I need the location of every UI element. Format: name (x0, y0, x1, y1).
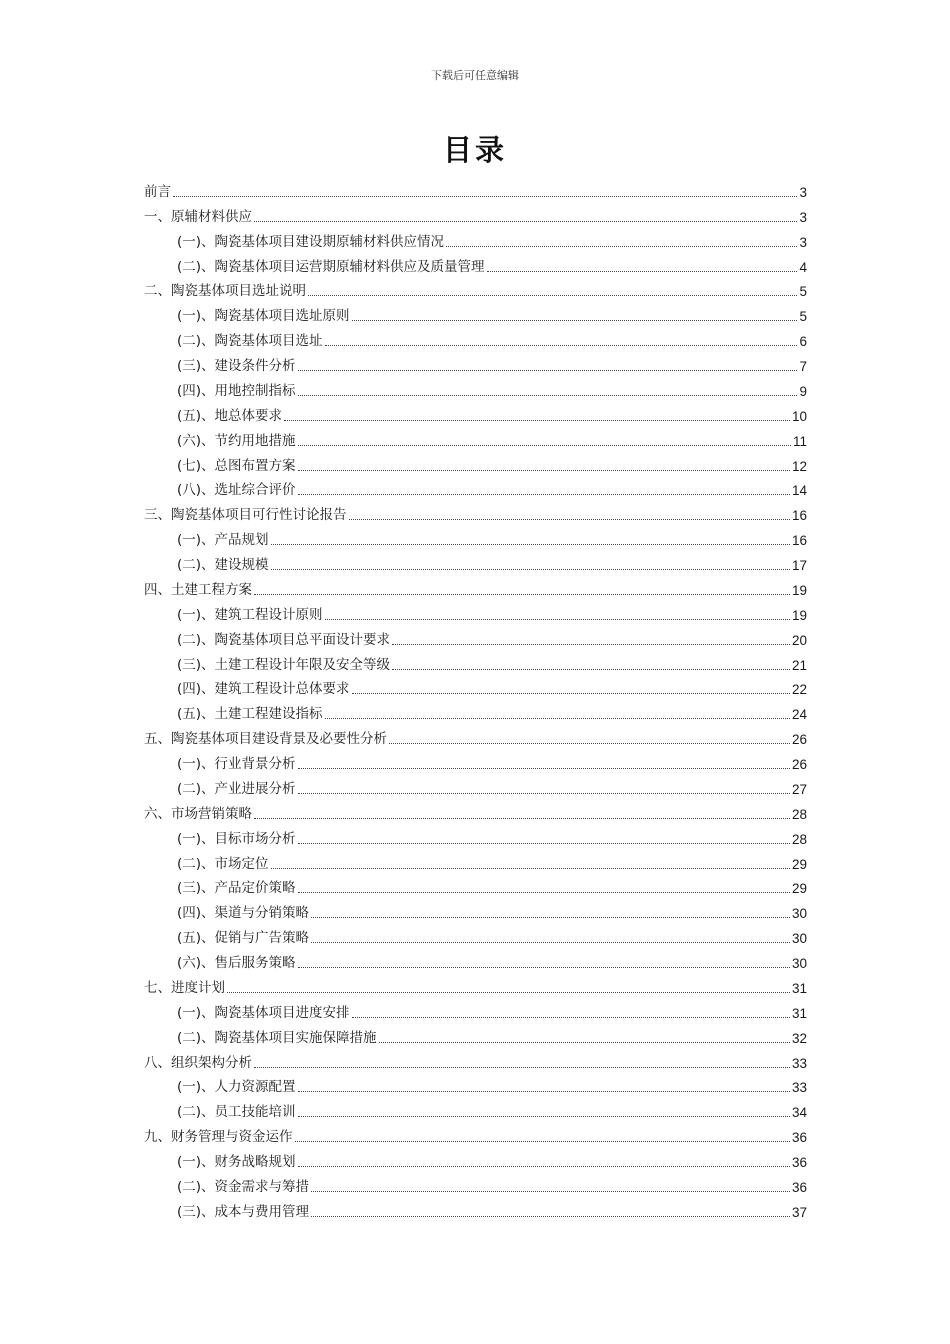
toc-entry-page: 36 (791, 1155, 807, 1170)
toc-entry-page: 36 (791, 1130, 807, 1146)
toc-entry-page: 11 (792, 433, 807, 449)
toc-entry-text: 六、市场营销策略 (144, 805, 252, 822)
toc-entry-page: 29 (791, 881, 807, 897)
dot-leader (298, 469, 790, 471)
dot-leader (298, 891, 790, 893)
toc-entry-text: (二)、陶瓷基体项目选址 (177, 333, 323, 350)
toc-entry[interactable] (144, 698, 807, 723)
toc-entry[interactable] (144, 251, 807, 276)
toc-entry-page: 27 (791, 781, 807, 797)
toc-entry-page: 30 (791, 931, 807, 947)
toc-entry-text: 五、陶瓷基体项目建设背景及必要性分析 (144, 731, 387, 748)
toc-entry-text: (六)、节约用地措施 (177, 432, 296, 449)
toc-title: 目录 (442, 133, 507, 167)
dot-leader (392, 668, 790, 670)
toc-entry-text: (一)、行业背景分析 (177, 756, 296, 772)
dot-leader (298, 966, 790, 968)
toc-entry[interactable] (144, 947, 807, 972)
toc-entry-text: (三)、产品定价策略 (177, 880, 296, 897)
dot-leader (271, 543, 790, 545)
toc-entry[interactable] (144, 276, 807, 301)
toc-entry-page: 34 (791, 1105, 807, 1121)
toc-entry-page: 9 (799, 383, 807, 399)
toc-entry-page: 3 (799, 234, 807, 250)
toc-entry-text: 前言 (144, 183, 171, 200)
toc-entry-text: (二)、建设规模 (177, 557, 269, 573)
toc-entry-page: 30 (791, 956, 807, 971)
toc-entry[interactable] (144, 649, 807, 674)
dot-leader (311, 941, 790, 943)
toc-entry-text: (八)、选址综合评价 (177, 482, 296, 499)
toc-entry-page: 5 (799, 309, 807, 325)
toc-entry[interactable] (144, 1146, 807, 1171)
toc-entry-page: 33 (791, 1080, 807, 1096)
toc-entry[interactable] (144, 798, 807, 823)
toc-entry[interactable] (144, 723, 807, 748)
toc-entry-text: (三)、建设条件分析 (177, 358, 296, 374)
toc-entry-text: 八、组织架构分析 (144, 1054, 252, 1071)
dot-leader (254, 817, 790, 819)
toc-entry-page: 16 (791, 508, 807, 524)
toc-entry-text: 四、土建工程方案 (144, 581, 252, 598)
toc-entry[interactable] (144, 1196, 807, 1221)
dot-leader (446, 245, 797, 247)
toc-entry-page: 31 (791, 980, 807, 996)
toc-entry[interactable] (144, 848, 807, 873)
toc-entry-text: 一、原辅材料供应 (144, 208, 252, 225)
toc-entry-page: 26 (791, 757, 807, 772)
toc-entry[interactable] (144, 176, 807, 201)
toc-entry[interactable] (144, 549, 807, 574)
dot-leader (298, 1165, 790, 1167)
dot-leader (487, 270, 798, 272)
toc-entry[interactable] (144, 325, 807, 350)
toc-entry[interactable] (144, 1072, 807, 1097)
dot-leader (311, 916, 790, 918)
dot-leader (298, 1115, 790, 1117)
toc-entry-page: 4 (799, 259, 807, 275)
dot-leader (352, 1016, 790, 1018)
toc-entry-page: 30 (791, 906, 807, 922)
toc-entry-text: (五)、地总体要求 (177, 407, 283, 424)
toc-entry[interactable] (144, 997, 807, 1022)
dot-leader (227, 991, 790, 993)
toc-entry-text: (三)、土建工程设计年限及安全等级 (177, 656, 391, 673)
toc-entry-text: 九、财务管理与资金运作 (144, 1129, 293, 1146)
toc-entry-page: 26 (791, 732, 807, 748)
toc-entry-text: (一)、目标市场分析 (177, 830, 296, 847)
toc-entry-text: (四)、渠道与分销策略 (177, 905, 310, 922)
dot-leader (311, 1215, 790, 1217)
toc-entry-text: (二)、陶瓷基体项目总平面设计要求 (177, 631, 391, 648)
toc-entry-text: (二)、资金需求与筹措 (177, 1178, 310, 1195)
dot-leader (298, 842, 790, 844)
toc-entry[interactable] (144, 201, 807, 226)
toc-entry[interactable] (144, 897, 807, 922)
toc-entry[interactable] (144, 674, 807, 699)
dot-leader (298, 1090, 790, 1092)
toc-entry-text: (一)、陶瓷基体项目建设期原辅材料供应情况 (177, 233, 445, 250)
toc-entry-page: 3 (799, 184, 807, 200)
toc-entry[interactable] (144, 574, 807, 599)
toc-entry[interactable] (144, 1171, 807, 1196)
toc-entry-page: 21 (791, 657, 807, 673)
table-of-contents (144, 176, 807, 1221)
toc-entry-page: 6 (799, 334, 807, 350)
toc-entry[interactable] (144, 624, 807, 649)
toc-entry-text: (七)、总图布置方案 (177, 457, 296, 474)
toc-entry-page: 10 (791, 408, 807, 424)
toc-entry-text: (三)、成本与费用管理 (177, 1203, 310, 1220)
dot-leader (298, 792, 790, 794)
dot-leader (298, 767, 790, 769)
toc-entry-page: 24 (791, 707, 807, 723)
dot-leader (325, 717, 790, 719)
dot-leader (271, 867, 790, 869)
toc-entry-page: 3 (799, 209, 807, 225)
toc-entry-page: 37 (791, 1204, 807, 1220)
dot-leader (325, 344, 798, 346)
dot-leader (298, 394, 798, 396)
toc-entry-page: 29 (791, 856, 807, 872)
toc-entry[interactable] (144, 1096, 807, 1121)
toc-entry-text: 二、陶瓷基体项目选址说明 (144, 283, 306, 300)
toc-entry-text: (五)、促销与广告策略 (177, 930, 310, 947)
toc-entry-text: (一)、财务战略规划 (177, 1154, 296, 1170)
toc-entry[interactable] (144, 499, 807, 524)
toc-entry-text: (一)、产品规划 (177, 532, 269, 549)
toc-entry-text: 三、陶瓷基体项目可行性讨论报告 (144, 507, 347, 524)
toc-entry[interactable] (144, 450, 807, 475)
header-note: 下载后可任意编辑 (431, 69, 519, 82)
dot-leader (298, 493, 790, 495)
toc-entry[interactable] (144, 226, 807, 251)
toc-entry-page: 22 (791, 682, 807, 698)
dot-leader (352, 692, 790, 694)
dot-leader (254, 1066, 790, 1068)
toc-entry[interactable] (144, 300, 807, 325)
dot-leader (271, 568, 790, 570)
toc-entry[interactable] (144, 400, 807, 425)
toc-entry-text: (一)、建筑工程设计原则 (177, 606, 323, 623)
toc-entry-page: 28 (791, 806, 807, 822)
toc-entry-page: 14 (791, 483, 807, 499)
dot-leader (352, 319, 798, 321)
toc-entry-page: 36 (791, 1179, 807, 1195)
dot-leader (254, 220, 797, 222)
toc-entry[interactable] (144, 524, 807, 549)
toc-entry-text: (六)、售后服务策略 (177, 955, 296, 971)
toc-entry[interactable] (144, 350, 807, 375)
toc-entry[interactable] (144, 823, 807, 848)
toc-entry[interactable] (144, 748, 807, 773)
toc-entry-page: 7 (799, 359, 807, 374)
dot-leader (295, 1140, 790, 1142)
toc-entry-text: (一)、陶瓷基体项目进度安排 (177, 1004, 350, 1021)
toc-entry-text: (四)、建筑工程设计总体要求 (177, 681, 350, 698)
toc-entry-page: 31 (791, 1005, 807, 1021)
dot-leader (389, 742, 790, 744)
dot-leader (311, 1190, 790, 1192)
toc-entry[interactable] (144, 922, 807, 947)
toc-entry-text: (四)、用地控制指标 (177, 382, 296, 399)
toc-entry[interactable] (144, 1022, 807, 1047)
toc-entry-page: 20 (791, 632, 807, 648)
dot-leader (284, 419, 790, 421)
toc-entry-text: (五)、土建工程建设指标 (177, 706, 323, 723)
toc-entry-text: (二)、产业进展分析 (177, 780, 296, 797)
toc-entry-page: 17 (791, 558, 807, 573)
toc-entry-page: 16 (791, 533, 807, 549)
toc-entry-text: (二)、陶瓷基体项目运营期原辅材料供应及质量管理 (177, 258, 485, 275)
dot-leader (173, 195, 797, 197)
toc-entry[interactable] (144, 1121, 807, 1146)
toc-entry-text: (一)、人力资源配置 (177, 1079, 296, 1096)
toc-entry[interactable] (144, 972, 807, 997)
toc-entry[interactable] (144, 475, 807, 500)
toc-entry[interactable] (144, 773, 807, 798)
dot-leader (298, 369, 798, 371)
toc-entry-page: 19 (791, 607, 807, 623)
dot-leader (392, 643, 790, 645)
toc-entry-text: (二)、市场定位 (177, 855, 269, 872)
dot-leader (308, 294, 797, 296)
toc-entry-page: 33 (791, 1055, 807, 1071)
toc-entry-page: 19 (791, 582, 807, 598)
toc-entry-text: (二)、员工技能培训 (177, 1104, 296, 1121)
toc-entry[interactable] (144, 1047, 807, 1072)
toc-entry-page: 12 (791, 458, 807, 474)
toc-entry[interactable] (144, 425, 807, 450)
dot-leader (379, 1041, 790, 1043)
dot-leader (298, 444, 791, 446)
dot-leader (325, 618, 790, 620)
toc-entry[interactable] (144, 375, 807, 400)
toc-entry-text: (二)、陶瓷基体项目实施保障措施 (177, 1029, 377, 1046)
dot-leader (349, 518, 790, 520)
toc-entry-page: 32 (791, 1030, 807, 1046)
toc-entry[interactable] (144, 873, 807, 898)
toc-entry-page: 28 (791, 831, 807, 847)
toc-entry-page: 5 (799, 284, 807, 300)
toc-entry-text: 七、进度计划 (144, 979, 225, 996)
dot-leader (254, 593, 790, 595)
toc-entry-text: (一)、陶瓷基体项目选址原则 (177, 308, 350, 325)
toc-entry[interactable] (144, 599, 807, 624)
